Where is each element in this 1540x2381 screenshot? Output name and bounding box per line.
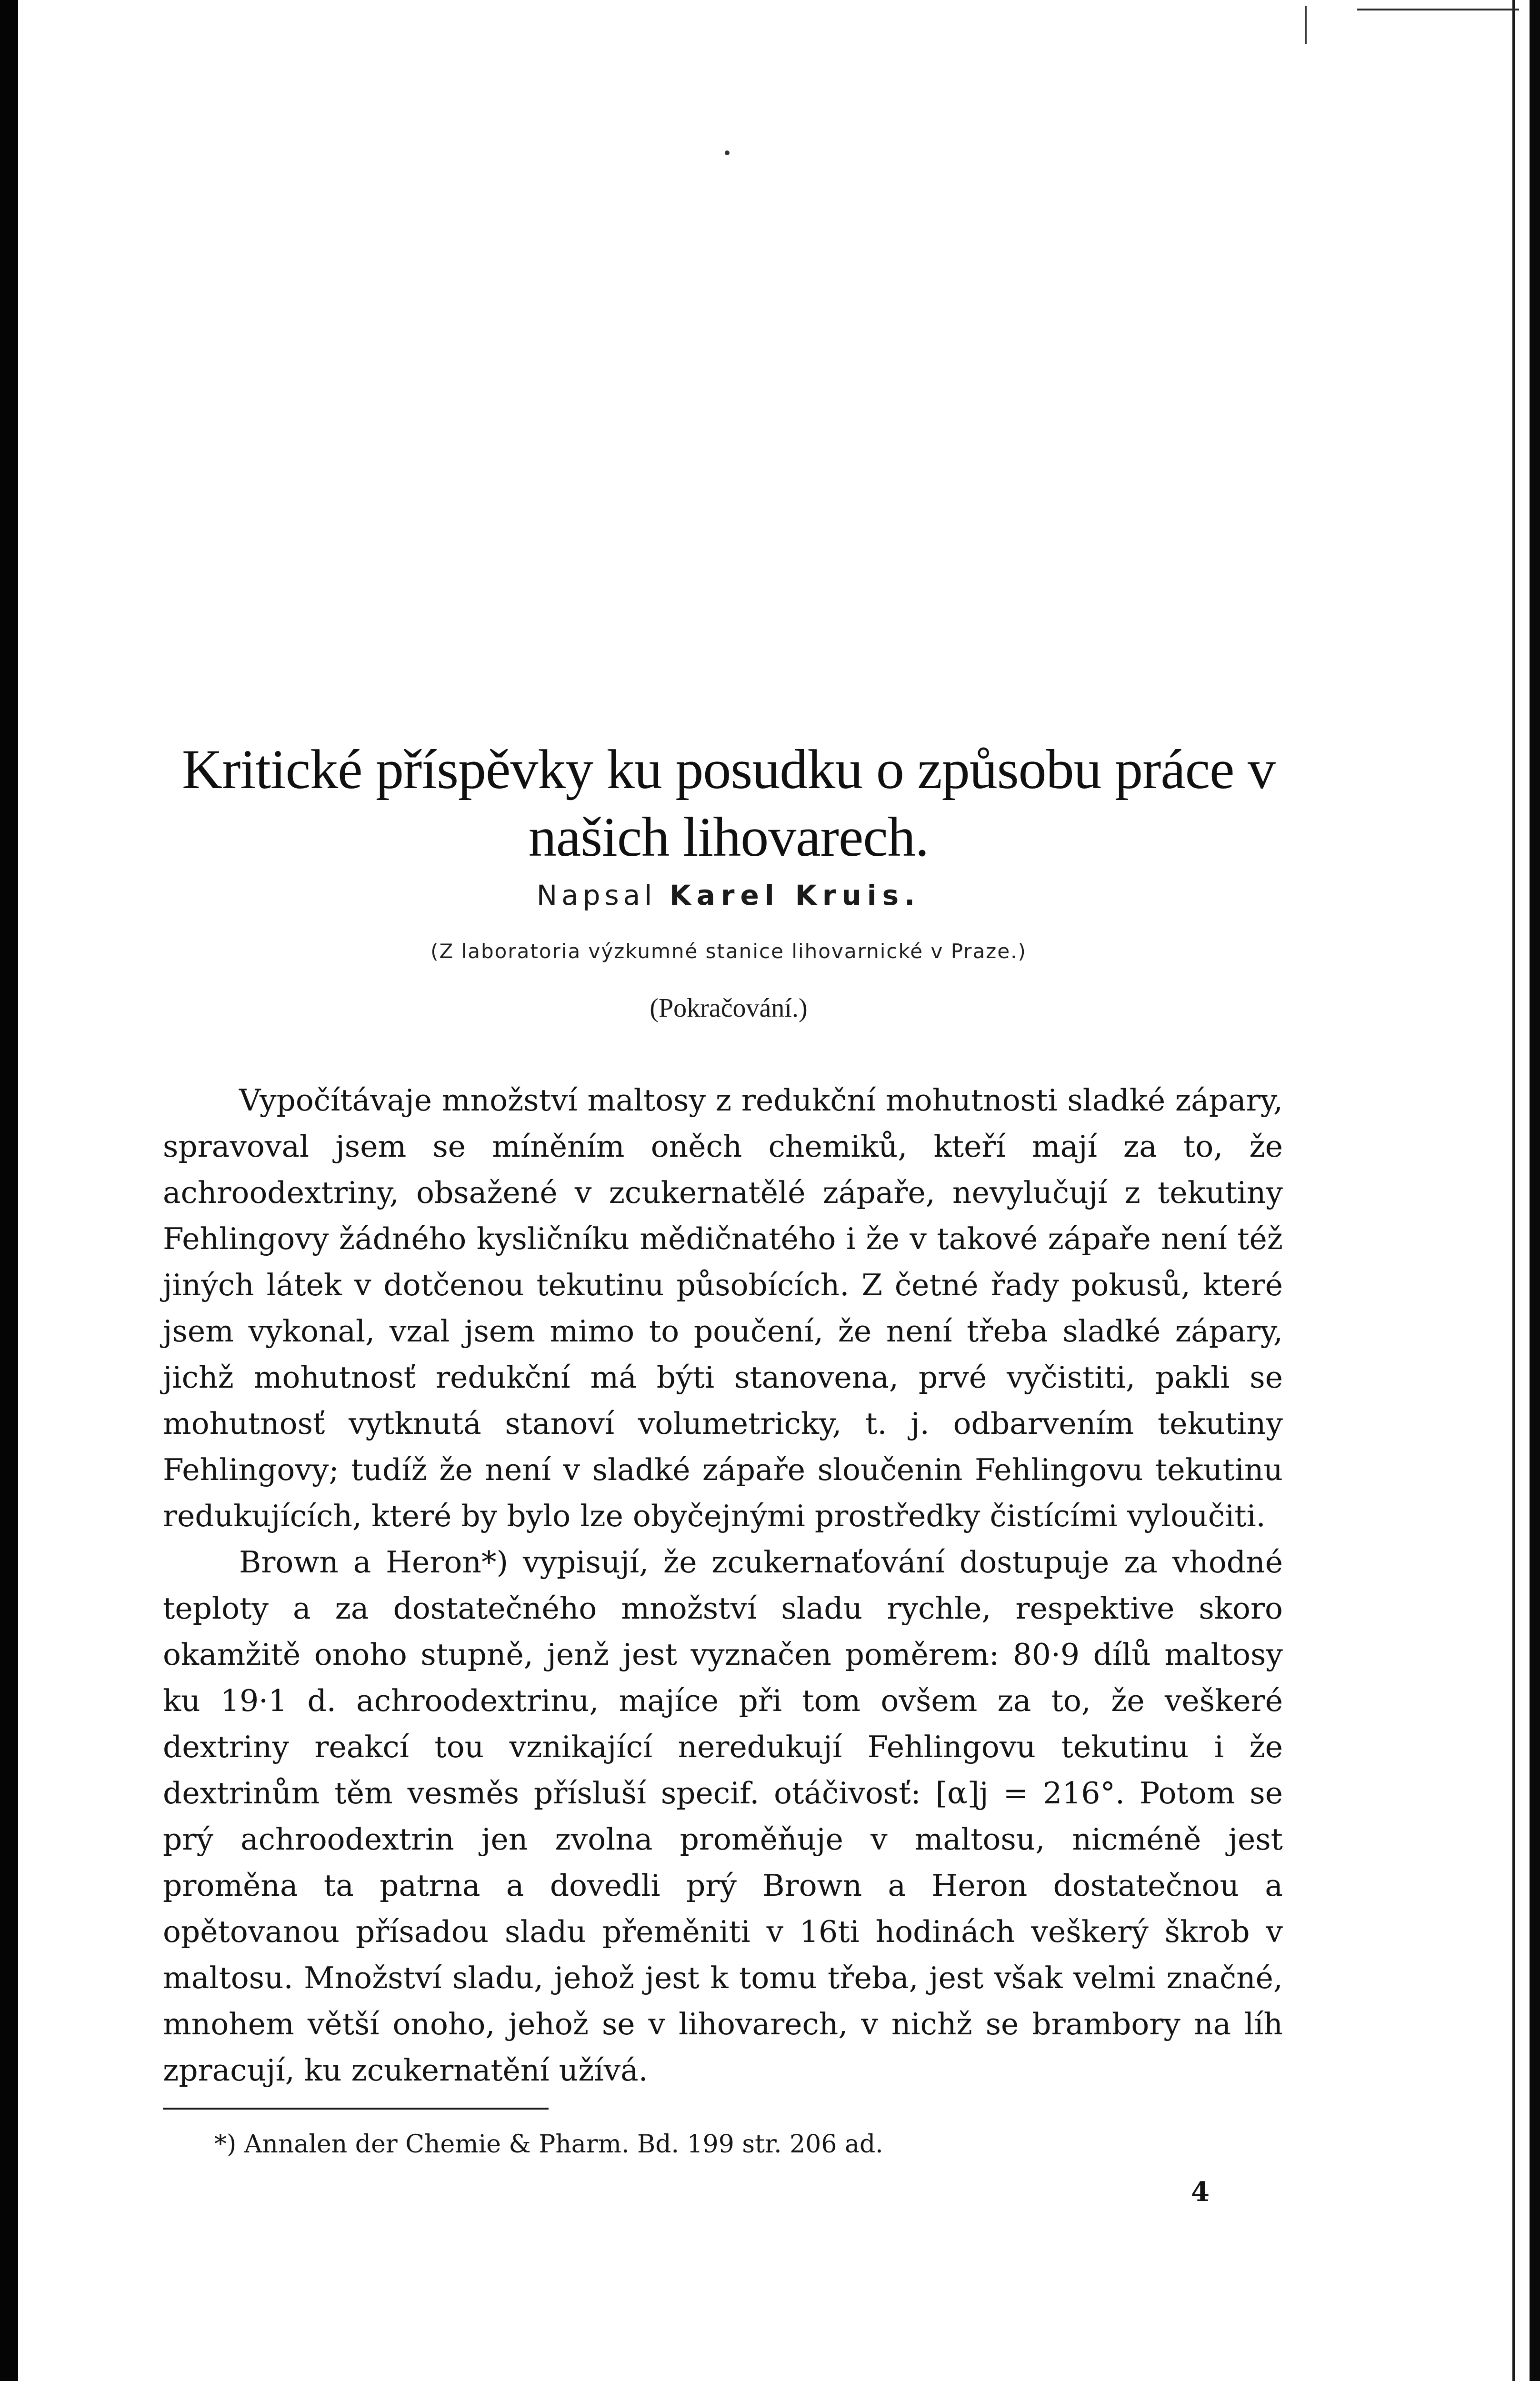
scan-edge-left [0, 0, 18, 2381]
byline-prefix: Napsal [536, 879, 657, 911]
scan-edge-right [1530, 0, 1540, 2381]
scan-scratch-top-vertical [1305, 6, 1307, 44]
article-title: Kritické příspěvky ku posudku o způsobu práce v našich lihovarech. [181, 738, 1276, 868]
paragraph: Vypočítávaje množství maltosy z redukční mohutnosti sladké zápary, spravoval jsem se míněním oněch chemiků, kteří mají za to, že achroodextriny, obsažené v zcukernatělé zápaře, nevylučují z tekutiny Fehlingovy žádného kysličníku mědičnatého i že v takové zápaře není též jiných látek v dotčenou tekutinu působících. Z četné řady pokusů, které jsem vykonal, vzal jsem mimo to poučení, že není třeba sladké zápary, jichž mohutnosť redukční má býti stanovena, prvé vyčistiti, pakli se mohutnosť vytknutá stanoví volumetricky, t. j. odbarvením tekutiny Fehlingovy; tudíž že není v sladké zápaře sloučenin Fehlingovu tekutinu redukujících, které by bylo lze obyčejnými prostředky čistícími vyloučiti. [163, 1083, 1283, 1533]
article-body [163, 1077, 1283, 2093]
scan-speck [725, 150, 730, 155]
continuation-note: (Pokračování.) [650, 993, 808, 1023]
scan-edge-right-line [1512, 0, 1515, 2381]
footnote: *) Annalen der Chemie & Pharm. Bd. 199 str. 206 ad. [214, 2130, 883, 2159]
scan-scratch-top [1357, 9, 1519, 10]
paragraph: Brown a Heron*) vypisují, že zcukernaťování dostupuje za vhodné teploty a za dostatečného množství sladu rychle, respektive skoro okamžitě onoho stupně, jenž jest vyznačen poměrem: 80·9 dílů maltosy ku 19·1 d. achroodextrinu, majíce při tom ovšem za to, že veškeré dextriny reakcí tou vznikající neredukují Fehlingovu tekutinu i že dextrinům těm vesměs přísluší specif. otáčivosť: [α]j = 216°. Potom se prý achroodextrin jen zvolna proměňuje v maltosu, nicméně jest proměna ta patrna a dovedli prý Brown a Heron dostatečnou a opětovanou přísadou sladu přeměniti v 16ti hodinách veškerý škrob v maltosu. Množství sladu, jehož jest k tomu třeba, jest však velmi značné, mnohem větší onoho, jehož se v lihovarech, v nichž se brambory na líh zpracují, ku zcukernatění užívá. [163, 1545, 1283, 2088]
page-number: 4 [1191, 2176, 1210, 2208]
affiliation: (Z laboratoria výzkumné stanice lihovarnické v Praze.) [430, 940, 1027, 963]
byline [143, 876, 1314, 914]
author-name: Karel Kruis. [669, 879, 921, 911]
footnote-divider [163, 2108, 549, 2110]
